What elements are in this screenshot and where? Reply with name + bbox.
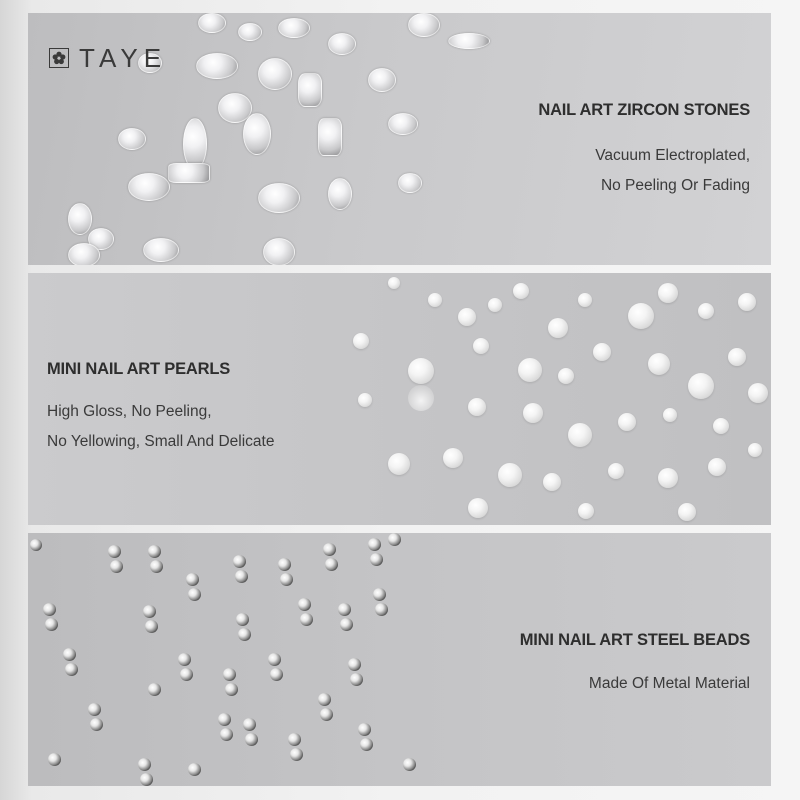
section-title: MINI NAIL ART PEARLS [47, 360, 231, 378]
section-zircon-stones [28, 13, 771, 265]
section-steel-beads [28, 533, 771, 786]
section-title: NAIL ART ZIRCON STONES [538, 101, 750, 119]
brand-logo [49, 45, 167, 71]
section-title: MINI NAIL ART STEEL BEADS [519, 631, 750, 649]
brand-name: TAYE [79, 43, 168, 73]
section-line: No Yellowing, Small And Delicate [47, 433, 275, 450]
section-line: No Peeling Or Fading [600, 177, 750, 194]
steel-beads-photo [28, 533, 458, 786]
section-line: High Gloss, No Peeling, [47, 403, 212, 420]
section-line: Made Of Metal Material [588, 675, 750, 692]
pearls-photo [318, 273, 771, 525]
flower-in-square-icon [49, 48, 69, 68]
section-line: Vacuum Electroplated, [595, 147, 750, 164]
section-pearls [28, 273, 771, 525]
